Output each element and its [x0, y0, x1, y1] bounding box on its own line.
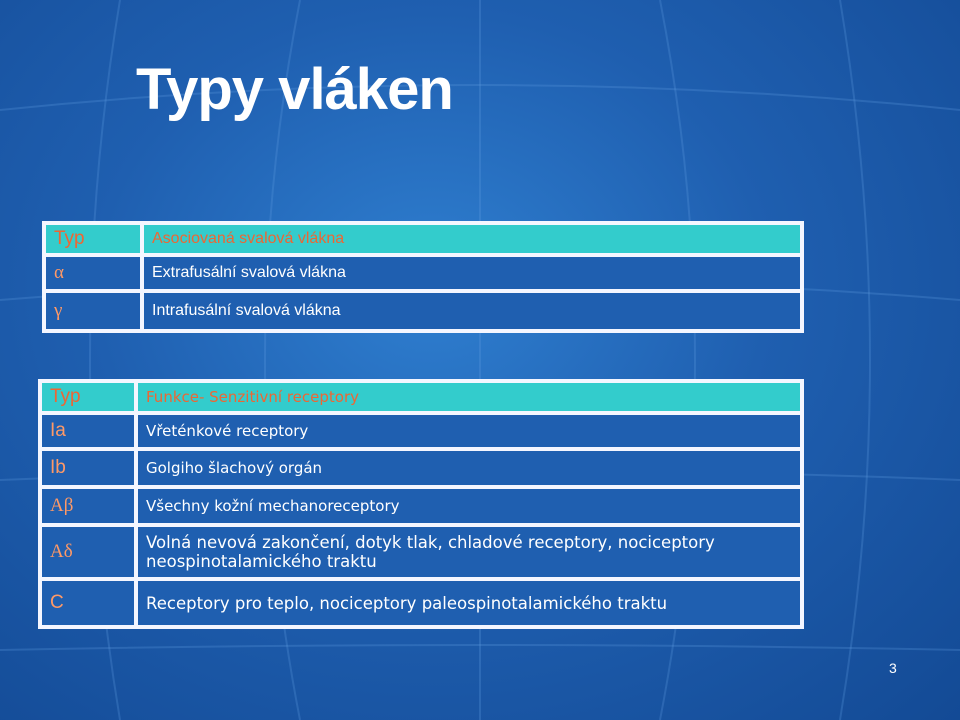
table-row	[42, 527, 800, 577]
row-type: Ia	[42, 415, 134, 447]
sensory-receptor-table	[38, 379, 804, 629]
table-row	[42, 415, 800, 447]
row-description: Volná nevová zakončení, dotyk tlak, chladové receptory, nociceptory neospinotalamického traktu	[138, 527, 800, 577]
muscle-fiber-table	[42, 221, 804, 333]
row-type: C	[42, 581, 134, 625]
table-row	[42, 581, 800, 625]
page-number: 3	[889, 660, 897, 676]
row-type: Aδ	[42, 527, 134, 577]
row-type: γ	[46, 293, 140, 329]
row-type: Ib	[42, 451, 134, 485]
table-row	[42, 489, 800, 523]
table-header-row	[46, 225, 800, 253]
row-description: Golgiho šlachový orgán	[138, 451, 800, 485]
header-type: Typ	[46, 225, 140, 253]
header-type: Typ	[42, 383, 134, 411]
table-row	[42, 451, 800, 485]
row-description: Všechny kožní mechanoreceptory	[138, 489, 800, 523]
header-description: Funkce- Senzitivní receptory	[138, 383, 800, 411]
row-type: Aβ	[42, 489, 134, 523]
table-row	[46, 257, 800, 289]
slide-title: Typy vláken	[136, 57, 453, 122]
row-type: α	[46, 257, 140, 289]
table-header-row	[42, 383, 800, 411]
row-description: Receptory pro teplo, nociceptory paleospinotalamického traktu	[138, 581, 800, 625]
header-description: Asociovaná svalová vlákna	[144, 225, 800, 253]
row-description: Extrafusální svalová vlákna	[144, 257, 800, 289]
row-description: Vřeténkové receptory	[138, 415, 800, 447]
table-row	[46, 293, 800, 329]
row-description: Intrafusální svalová vlákna	[144, 293, 800, 329]
